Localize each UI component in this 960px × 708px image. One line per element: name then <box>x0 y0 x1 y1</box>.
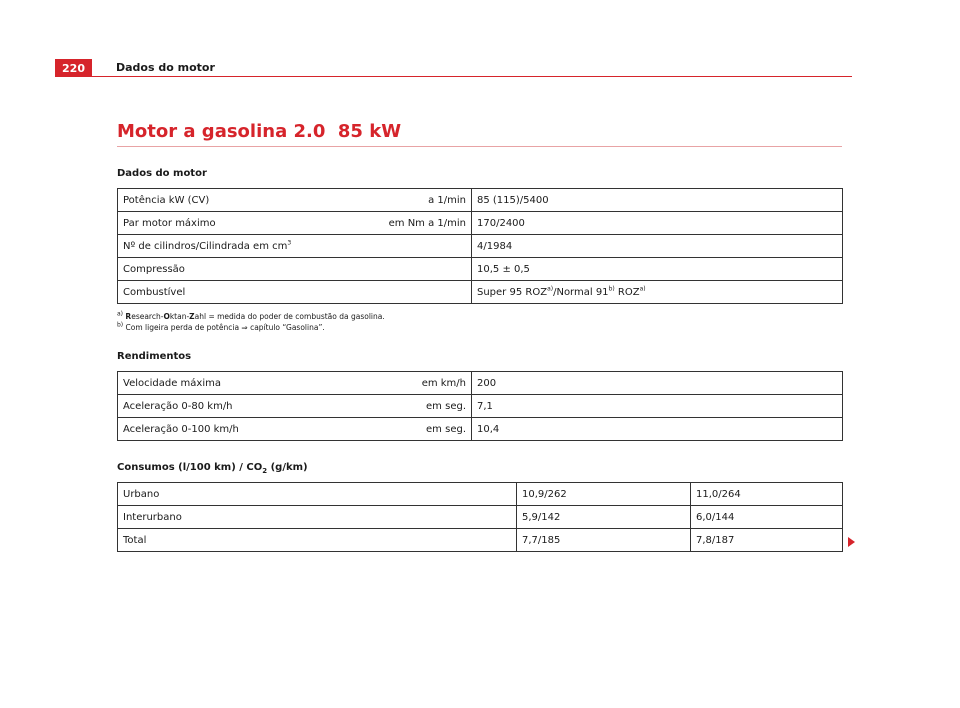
row-label: Total <box>118 529 517 552</box>
row-unit: em km/h <box>421 377 466 389</box>
row-value: 200 <box>472 372 843 395</box>
row-value: 85 (115)/5400 <box>472 189 843 212</box>
row-value: 10,5 ± 0,5 <box>472 258 843 281</box>
row-label: Aceleração 0-100 km/h <box>123 423 239 435</box>
title-rule <box>117 146 842 147</box>
row-label: Urbano <box>118 483 517 506</box>
row-value: 6,0/144 <box>691 506 843 529</box>
table-row <box>118 235 843 258</box>
table-row <box>118 258 843 281</box>
row-value: 10,9/262 <box>517 483 691 506</box>
row-unit: em seg. <box>426 423 466 435</box>
row-label: Compressão <box>123 263 185 275</box>
table-row <box>118 483 843 506</box>
consumption-table <box>117 482 843 552</box>
row-label: Interurbano <box>118 506 517 529</box>
footnote-a: $^{a)}$ Research-Oktan-Zahl = medida do poder de combustão da gasolina. <box>117 310 385 321</box>
table-row <box>118 418 843 441</box>
row-label: Potência kW (CV) <box>123 194 210 206</box>
row-unit: em Nm a 1/min <box>388 217 466 229</box>
table-row <box>118 212 843 235</box>
table-row <box>118 189 843 212</box>
row-label: Combustível <box>123 286 186 298</box>
consumption-heading: Consumos (l/100 $km) / CO_2$ (g/km) <box>117 462 308 475</box>
table-row <box>118 506 843 529</box>
row-unit: a 1/min <box>428 194 466 206</box>
header-title: Dados do motor <box>116 61 215 74</box>
row-value: 7,7/185 <box>517 529 691 552</box>
table-row <box>118 281 843 304</box>
row-value: Super 95 ROZ$^{a)}$/Normal 91$^{b)}$ ROZ$^{a)}$ <box>472 281 843 304</box>
row-value: 170/2400 <box>472 212 843 235</box>
table-row <box>118 529 843 552</box>
row-unit: em seg. <box>426 400 466 412</box>
page-title: Motor a gasolina 2.0 85 kW <box>117 121 402 142</box>
footnotes <box>117 311 385 333</box>
header-rule <box>92 76 852 77</box>
table-row <box>118 372 843 395</box>
page-number: 220 <box>55 59 92 77</box>
row-label: Aceleração 0-80 km/h <box>123 400 233 412</box>
row-value: 10,4 <box>472 418 843 441</box>
row-value: 7,8/187 <box>691 529 843 552</box>
row-value: 5,9/142 <box>517 506 691 529</box>
row-value: 4/1984 <box>472 235 843 258</box>
performance-heading: Rendimentos <box>117 351 192 362</box>
engine-data-table <box>117 188 843 304</box>
engine-data-heading: Dados do motor <box>117 168 207 179</box>
row-value: 7,1 <box>472 395 843 418</box>
row-label: Par motor máximo <box>123 217 216 229</box>
row-label: Nº de cilindros/Cilindrada em cm$^3$ <box>123 239 292 252</box>
performance-table <box>117 371 843 441</box>
table-row <box>118 395 843 418</box>
continue-arrow-icon <box>848 537 855 547</box>
footnote-b: $^{b)}$ Com ligeira perda de potência ⇒ capítulo “Gasolina”. <box>117 321 325 332</box>
row-label: Velocidade máxima <box>123 377 221 389</box>
row-value: 11,0/264 <box>691 483 843 506</box>
